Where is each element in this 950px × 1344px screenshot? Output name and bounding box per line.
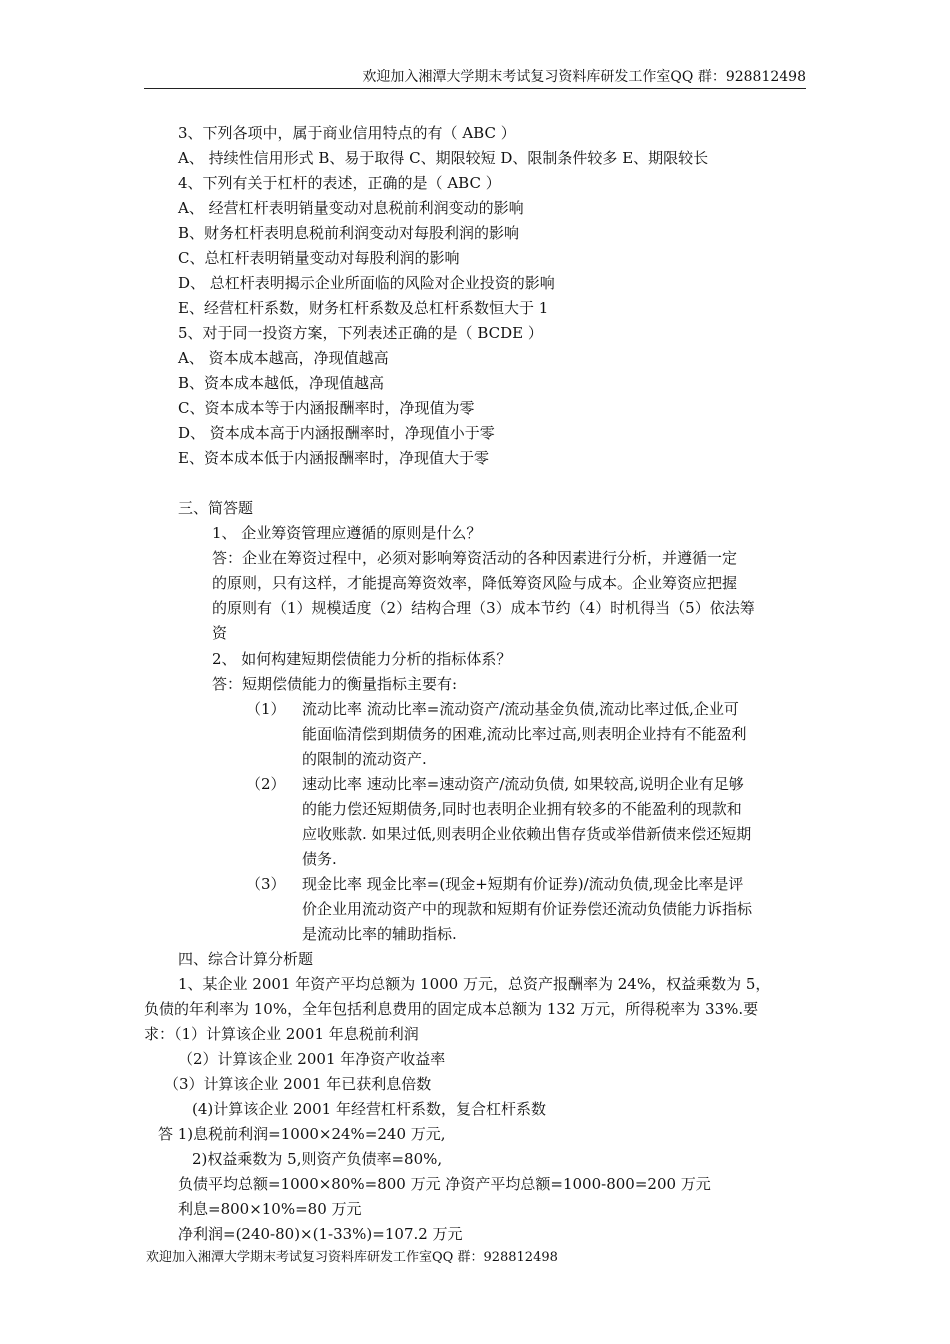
calc-problem-line: 求：（1）计算该企业 2001 年息税前利润 <box>144 1025 419 1043</box>
sa-q2-item-number: （3） <box>246 875 286 893</box>
calc-solution-line: 利息=800×10%=80 万元 <box>178 1200 362 1218</box>
sa-q2-question: 2、 如何构建短期偿债能力分析的指标体系？ <box>212 650 512 668</box>
q4-title: 4、下列有关于杠杆的表述，正确的是（ ABC ） <box>178 174 501 192</box>
calc-solution-line: 净利润=(240-80)×(1-33%)=107.2 万元 <box>178 1225 463 1243</box>
sa-q2-item-number: （2） <box>246 775 286 793</box>
sa-q2-intro: 答：短期偿债能力的衡量指标主要有: <box>212 675 458 693</box>
sa-q2-item-line: 能面临清偿到期债务的困难,流动比率过高,则表明企业持有不能盈利 <box>302 725 747 743</box>
q4-option-d: D、 总杠杆表明揭示企业所面临的风险对企业投资的影响 <box>178 274 555 292</box>
sa-q2-item-line: 是流动比率的辅助指标. <box>302 925 457 943</box>
sa-q1-answer-line: 的原则有（1）规模适度（2）结构合理（3）成本节约（4）时机得当（5）依法筹 <box>212 599 755 617</box>
q5-option-b: B、资本成本越低，净现值越高 <box>178 374 385 392</box>
sa-q2-item-line: 价企业用流动资产中的现款和短期有价证券偿还流动负债能力诉指标 <box>302 900 753 918</box>
sa-q1-answer-line: 答：企业在筹资过程中，必须对影响筹资活动的各种因素进行分析，并遵循一定 <box>212 549 738 567</box>
q5-option-e: E、资本成本低于内涵报酬率时，净现值大于零 <box>178 449 489 467</box>
calc-solution-line: 答 1)息税前利润=1000×24%=240 万元, <box>158 1125 446 1143</box>
q4-option-a: A、 经营杠杆表明销量变动对息税前利润变动的影响 <box>178 199 524 217</box>
sa-q2-item-line: 债务. <box>302 850 337 868</box>
page-header <box>144 64 806 89</box>
sa-q2-item-line: 的能力偿还短期债务,同时也表明企业拥有较多的不能盈利的现款和 <box>302 800 742 818</box>
calc-problem-line: 负债的年利率为 10%，全年包括利息费用的固定成本总额为 132 万元，所得税率为 33%.要 <box>144 1000 759 1018</box>
calc-part: （3）计算该企业 2001 年已获利息倍数 <box>164 1075 432 1093</box>
q5-option-c: C、资本成本等于内涵报酬率时，净现值为零 <box>178 399 475 417</box>
sa-q1-question: 1、 企业筹资管理应遵循的原则是什么？ <box>212 524 482 542</box>
q4-option-c: C、总杠杆表明销量变动对每股利润的影响 <box>178 249 460 267</box>
q5-option-a: A、 资本成本越高，净现值越高 <box>178 349 389 367</box>
q5-option-d: D、 资本成本高于内涵报酬率时，净现值小于零 <box>178 424 495 442</box>
calc-solution-line: 负债平均总额=1000×80%=800 万元 净资产平均总额=1000-800=200 万元 <box>178 1175 711 1193</box>
sa-q2-item-line: 流动比率 流动比率=流动资产/流动基金负债,流动比率过低,企业可 <box>302 700 739 718</box>
q3-options: A、 持续性信用形式 B、易于取得 C、期限较短 D、限制条件较多 E、期限较长 <box>178 149 709 167</box>
q5-title: 5、对于同一投资方案，下列表述正确的是（ BCDE ） <box>178 324 543 342</box>
sa-q1-answer-line: 资 <box>212 624 228 642</box>
sa-q1-answer-line: 的原则，只有这样，才能提高筹资效率，降低筹资风险与成本。企业筹资应把握 <box>212 574 738 592</box>
q4-option-b: B、财务杠杆表明息税前利润变动对每股利润的影响 <box>178 224 520 242</box>
section-heading-calculation: 四、综合计算分析题 <box>178 950 314 968</box>
calc-solution-line: 2)权益乘数为 5,则资产负债率=80%, <box>192 1150 443 1168</box>
page-footer: 欢迎加入湘潭大学期末考试复习资料库研发工作室QQ 群：928812498 <box>146 1250 558 1265</box>
calc-part: （2）计算该企业 2001 年净资产收益率 <box>178 1050 446 1068</box>
sa-q2-item-line: 应收账款. 如果过低,则表明企业依赖出售存货或举借新债来偿还短期 <box>302 825 752 843</box>
calc-part: (4)计算该企业 2001 年经营杠杆系数，复合杠杆系数 <box>192 1100 546 1118</box>
q3-title: 3、下列各项中，属于商业信用特点的有（ ABC ） <box>178 124 516 142</box>
section-heading-short-answer: 三、简答题 <box>178 499 254 517</box>
calc-problem-line: 1、某企业 2001 年资产平均总额为 1000 万元，总资产报酬率为 24%，权益乘数为 5， <box>178 975 771 993</box>
sa-q2-item-line: 现金比率 现金比率=(现金+短期有价证券)/流动负债,现金比率是评 <box>302 875 744 893</box>
header-text: 欢迎加入湘潭大学期末考试复习资料库研发工作室QQ 群：928812498 <box>362 69 806 85</box>
q4-option-e: E、经营杠杆系数，财务杠杆系数及总杠杆系数恒大于 1 <box>178 299 549 317</box>
sa-q2-item-line: 速动比率 速动比率=速动资产/流动负债, 如果较高,说明企业有足够 <box>302 775 744 793</box>
sa-q2-item-number: （1） <box>246 700 286 718</box>
sa-q2-item-line: 的限制的流动资产. <box>302 750 427 768</box>
